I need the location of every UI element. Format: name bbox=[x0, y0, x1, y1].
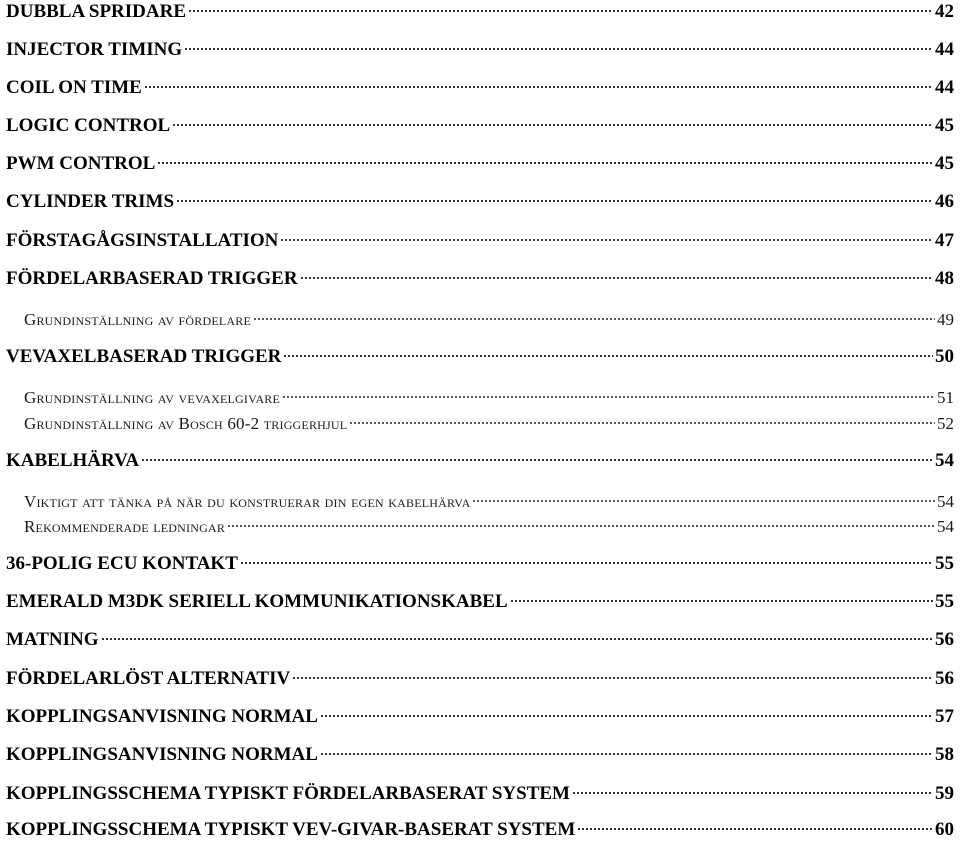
dot-leader bbox=[188, 9, 933, 13]
dot-leader bbox=[141, 458, 933, 462]
dot-leader bbox=[253, 317, 935, 321]
toc-entry[interactable] bbox=[6, 667, 954, 691]
toc-entry-title: FÖRSTAGÅGSINSTALLATION bbox=[6, 230, 279, 251]
dot-leader bbox=[577, 827, 933, 831]
toc-entry-title: FÖRDELARLÖST ALTERNATIV bbox=[6, 668, 291, 689]
dot-leader bbox=[300, 276, 933, 280]
toc-entry-title: Viktigt att tänka på när du konstruerar din egen kabelhärva bbox=[24, 492, 471, 511]
toc-entry-page: 58 bbox=[935, 744, 954, 765]
toc-entry-title: VEVAXELBASERAD TRIGGER bbox=[6, 346, 282, 367]
toc-entry-page: 45 bbox=[935, 153, 954, 174]
toc-entry-page: 56 bbox=[935, 629, 954, 650]
toc-entry-page: 60 bbox=[935, 819, 954, 840]
toc-entry-title: FÖRDELARBASERAD TRIGGER bbox=[6, 268, 298, 289]
toc-entry-page: 54 bbox=[935, 450, 954, 471]
toc-entry-title: 36-POLIG ECU KONTAKT bbox=[6, 553, 238, 574]
toc-entry-title: KOPPLINGSSCHEMA TYPISKT VEV-GIVAR-BASERAT SYSTEM bbox=[6, 819, 576, 840]
toc-entry[interactable] bbox=[6, 818, 954, 842]
toc-entry-title: Grundinställning av fördelare bbox=[24, 310, 252, 329]
toc-entry-page: 54 bbox=[937, 492, 954, 511]
toc-entry-page: 50 bbox=[935, 346, 954, 367]
toc-entry-title: KABELHÄRVA bbox=[6, 450, 140, 471]
toc-entry[interactable] bbox=[6, 114, 954, 138]
toc-entry-page: 56 bbox=[935, 668, 954, 689]
toc-entry-page: 45 bbox=[935, 115, 954, 136]
toc-entry-page: 57 bbox=[935, 706, 954, 727]
toc-entry[interactable] bbox=[6, 76, 954, 100]
dot-leader bbox=[349, 421, 935, 425]
dot-leader bbox=[227, 524, 935, 528]
toc-entry[interactable] bbox=[6, 38, 954, 62]
dot-leader bbox=[282, 395, 935, 399]
toc-entry[interactable] bbox=[6, 345, 954, 369]
dot-leader bbox=[101, 637, 933, 641]
toc-entry-page: 55 bbox=[935, 591, 954, 612]
dot-leader bbox=[472, 499, 935, 503]
toc-entry[interactable] bbox=[6, 0, 954, 24]
dot-leader bbox=[320, 752, 933, 756]
toc-entry-page: 49 bbox=[937, 310, 954, 329]
toc-entry[interactable] bbox=[6, 552, 954, 576]
dot-leader bbox=[157, 161, 933, 165]
toc-entry[interactable] bbox=[6, 782, 954, 806]
toc-entry-page: 52 bbox=[937, 414, 954, 433]
toc-entry[interactable] bbox=[6, 152, 954, 176]
toc-entry-page: 55 bbox=[935, 553, 954, 574]
toc-entry-title: Rekommenderade ledningar bbox=[24, 517, 226, 536]
dot-leader bbox=[176, 199, 933, 203]
dot-leader bbox=[144, 85, 933, 89]
toc-subentry[interactable] bbox=[24, 386, 954, 410]
toc-entry-title: DUBBLA SPRIDARE bbox=[6, 1, 187, 22]
toc-entry[interactable] bbox=[6, 449, 954, 473]
toc-entry-title: Grundinställning av vevaxelgivare bbox=[24, 388, 281, 407]
toc-entry-title: Grundinställning av Bosch 60-2 triggerhjul bbox=[24, 414, 348, 433]
toc-subentry[interactable] bbox=[24, 515, 954, 539]
toc-entry-title: EMERALD M3DK SERIELL KOMMUNIKATIONSKABEL bbox=[6, 591, 508, 612]
dot-leader bbox=[283, 354, 933, 358]
dot-leader bbox=[510, 599, 933, 603]
toc-entry[interactable] bbox=[6, 590, 954, 614]
toc-entry-page: 42 bbox=[935, 1, 954, 22]
toc-entry-title: CYLINDER TRIMS bbox=[6, 191, 175, 212]
toc-entry-page: 44 bbox=[935, 77, 954, 98]
dot-leader bbox=[172, 123, 933, 127]
toc-entry-title: KOPPLINGSSCHEMA TYPISKT FÖRDELARBASERAT SYSTEM bbox=[6, 783, 570, 804]
toc-entry[interactable] bbox=[6, 743, 954, 767]
dot-leader bbox=[320, 714, 933, 718]
toc-subentry[interactable] bbox=[24, 308, 954, 332]
dot-leader bbox=[292, 676, 933, 680]
toc-entry[interactable] bbox=[6, 267, 954, 291]
toc-entry-page: 48 bbox=[935, 268, 954, 289]
dot-leader bbox=[240, 561, 933, 565]
toc-entry-title: PWM CONTROL bbox=[6, 153, 156, 174]
toc-entry-page: 44 bbox=[935, 39, 954, 60]
toc-entry-title: COIL ON TIME bbox=[6, 77, 142, 98]
toc-entry-title: KOPPLINGSANVISNING NORMAL bbox=[6, 744, 318, 765]
dot-leader bbox=[184, 47, 933, 51]
toc-entry-title: KOPPLINGSANVISNING NORMAL bbox=[6, 706, 318, 727]
toc-entry-page: 59 bbox=[935, 783, 954, 804]
toc-entry[interactable] bbox=[6, 628, 954, 652]
toc-entry[interactable] bbox=[6, 229, 954, 253]
dot-leader bbox=[572, 791, 933, 795]
dot-leader bbox=[280, 238, 933, 242]
toc-subentry[interactable] bbox=[24, 412, 954, 436]
toc-entry-title: INJECTOR TIMING bbox=[6, 39, 183, 60]
toc-entry-page: 47 bbox=[935, 230, 954, 251]
toc-entry-page: 51 bbox=[937, 388, 954, 407]
toc-subentry[interactable] bbox=[24, 490, 954, 514]
toc-entry-title: LOGIC CONTROL bbox=[6, 115, 171, 136]
toc-entry-page: 46 bbox=[935, 191, 954, 212]
toc-entry-title: MATNING bbox=[6, 629, 99, 650]
toc-entry[interactable] bbox=[6, 705, 954, 729]
toc-entry[interactable] bbox=[6, 190, 954, 214]
toc-entry-page: 54 bbox=[937, 517, 954, 536]
